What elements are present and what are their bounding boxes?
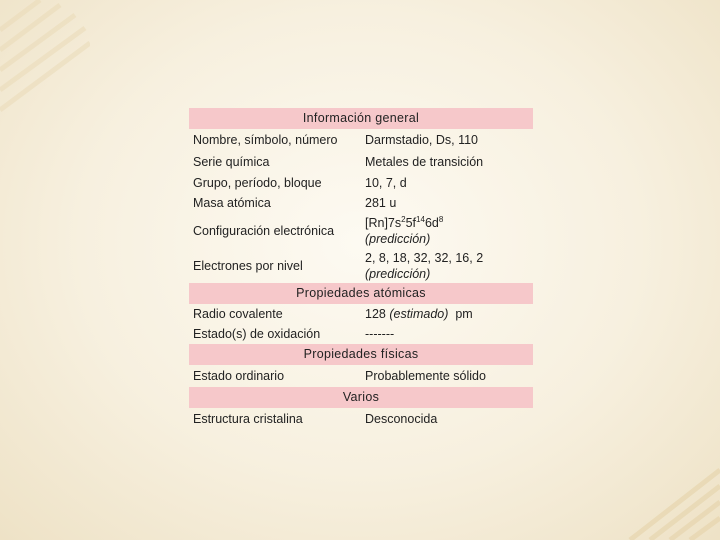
row-electrons-per-level xyxy=(189,248,533,283)
radius-unit: pm xyxy=(455,307,473,321)
row-chemical-series xyxy=(189,151,533,173)
config-sup-1: 2 xyxy=(401,214,406,224)
corner-stripes-bottom-right xyxy=(620,420,720,540)
row-value: Darmstadio, Ds, 110 xyxy=(365,133,479,147)
prediction-note: (predicción) xyxy=(365,231,431,246)
row-label: Configuración electrónica xyxy=(193,223,335,238)
corner-stripes-top-left xyxy=(0,0,90,120)
radius-value: 128 xyxy=(365,307,386,321)
row-name-symbol-number xyxy=(189,129,533,151)
row-label: Estado(s) de oxidación xyxy=(193,327,321,341)
row-label: Grupo, período, bloque xyxy=(193,176,322,190)
row-electron-configuration xyxy=(189,213,533,248)
row-label: Radio covalente xyxy=(193,307,283,321)
section-header-physical: Propiedades físicas xyxy=(189,344,533,365)
row-value xyxy=(365,250,529,282)
row-value: ------- xyxy=(365,327,395,341)
row-label: Estado ordinario xyxy=(193,369,285,383)
prediction-note: (predicción) xyxy=(365,266,431,281)
row-covalent-radius xyxy=(189,304,533,324)
row-value: Desconocida xyxy=(365,412,438,426)
row-value: Metales de transición xyxy=(365,155,484,169)
section-header-atomic: Propiedades atómicas xyxy=(189,283,533,304)
row-value xyxy=(365,215,529,247)
row-value: 281 u xyxy=(365,196,397,210)
row-oxidation-states xyxy=(189,324,533,344)
levels-value: 2, 8, 18, 32, 32, 16, 2 xyxy=(365,250,484,265)
section-header-misc: Varios xyxy=(189,387,533,408)
row-label: Electrones por nivel xyxy=(193,258,303,273)
row-label: Masa atómica xyxy=(193,196,271,210)
row-value: Probablemente sólido xyxy=(365,369,486,383)
config-sup-3: 8 xyxy=(438,214,444,224)
row-ordinary-state xyxy=(189,365,533,387)
config-core: [Rn]7s xyxy=(365,215,402,230)
row-crystal-structure xyxy=(189,408,533,430)
row-label: Serie química xyxy=(193,155,270,169)
config-mid-1: 5f xyxy=(405,215,417,230)
config-mid-2: 6d xyxy=(424,215,439,230)
row-label: Nombre, símbolo, número xyxy=(193,133,338,147)
section-header-general: Información general xyxy=(189,108,533,129)
row-value xyxy=(365,307,529,321)
row-value: 10, 7, d xyxy=(365,176,407,190)
element-info-table xyxy=(189,108,533,430)
row-atomic-mass xyxy=(189,193,533,213)
estimated-note: (estimado) xyxy=(389,307,449,321)
row-label: Estructura cristalina xyxy=(193,412,303,426)
config-sup-2: 14 xyxy=(416,214,425,224)
row-group-period-block xyxy=(189,173,533,193)
